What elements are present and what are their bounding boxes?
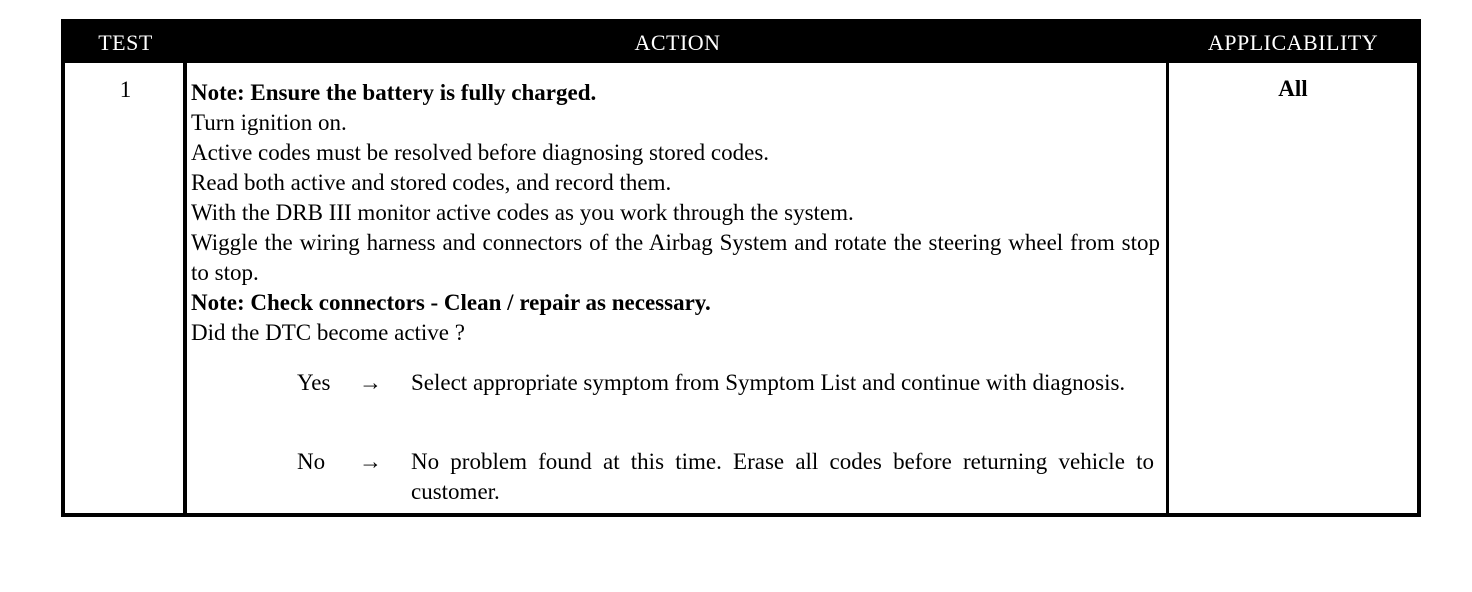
header-test: TEST — [98, 30, 153, 55]
action-line: Wiggle the wiring harness and connectors of the Airbag System and rotate the steering wheel from stop to stop. — [191, 230, 1160, 285]
right-arrow-icon: → — [359, 449, 382, 474]
action-cell — [191, 78, 1160, 507]
action-line: Read both active and stored codes, and record them. — [191, 170, 672, 195]
test-number-cell: 1 — [119, 77, 132, 102]
applicability-cell: All — [1278, 76, 1308, 101]
question-text: Did the DTC become active ? — [191, 320, 465, 345]
action-line: With the DRB III monitor active codes as you work through the system. — [191, 200, 854, 225]
answer-no-text: No problem found at this time. Erase all codes before returning vehicle to customer. — [411, 449, 1154, 504]
action-line: Active codes must be resolved before diagnosing stored codes. — [191, 140, 770, 165]
column-divider — [1166, 63, 1169, 513]
table-header-row — [65, 23, 1417, 63]
header-action: ACTION — [634, 30, 721, 55]
note-battery: Note: Ensure the battery is fully charged. — [191, 80, 597, 105]
diagnostic-test-table — [61, 19, 1421, 517]
answer-no-label: No — [297, 449, 326, 474]
header-applicability: APPLICABILITY — [1207, 30, 1379, 55]
answer-yes — [191, 368, 1160, 428]
right-arrow-icon: → — [359, 370, 382, 395]
answer-yes-label: Yes — [297, 370, 331, 395]
action-line: Turn ignition on. — [191, 110, 347, 135]
answer-yes-text: Select appropriate symptom from Symptom List and continue with diagnosis. — [411, 370, 1126, 395]
note-connectors: Note: Check connectors - Clean / repair as necessary. — [191, 290, 711, 315]
answer-no — [191, 447, 1160, 507]
column-divider — [183, 63, 187, 513]
